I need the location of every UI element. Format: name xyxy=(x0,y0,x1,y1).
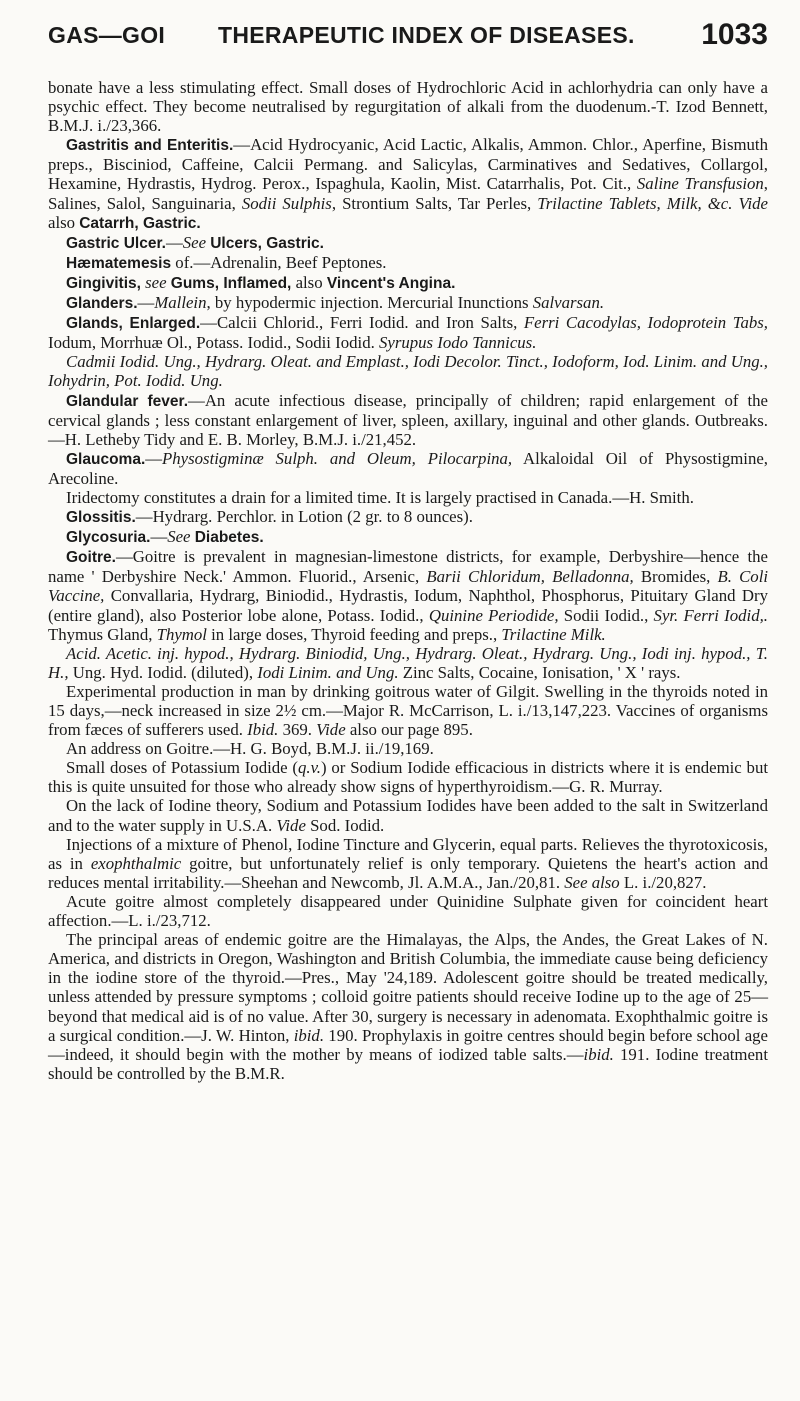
entry-term: Hæmatemesis xyxy=(66,254,172,272)
entry-text: , Salines, Salol, Sanguinaria, xyxy=(48,174,768,213)
entry-term: Glycosuria. xyxy=(66,529,151,547)
italic-text: ibid. xyxy=(583,1044,614,1064)
index-entry xyxy=(48,547,768,643)
italic-text: Syr. Ferri Iodid,. xyxy=(653,605,768,625)
page-number: 1033 xyxy=(701,18,768,51)
entry-term: Ulcers, Gastric. xyxy=(210,234,324,252)
entry-text: of.—Adrenalin, Beef Peptones. xyxy=(171,252,387,272)
italic-text: Ibid. xyxy=(247,720,279,740)
entry-text: On the lack of Iodine theory, Sodium and Potassium Iodides have been added to the salt in Switzerland and to the water supply in U.S.A. xyxy=(48,796,768,835)
index-entry xyxy=(48,449,768,488)
index-entry xyxy=(48,253,768,273)
entry-term: Goitre. xyxy=(66,549,116,567)
italic-text: Thymol xyxy=(156,624,207,644)
entry-text: 191. Iodine treatment should be controlled by the B.M.R. xyxy=(48,1044,768,1083)
italic-text: B. Coli Vaccine, xyxy=(48,567,769,606)
entry-text: Injections of a mixture of Phenol, Iodine Tincture and Glycerin, equal parts. Relieves the thyrotoxicosis, as in xyxy=(48,834,768,873)
running-header xyxy=(48,14,768,54)
italic-text: Trilactine Tablets, Milk, &c. xyxy=(537,193,733,213)
index-entry xyxy=(48,488,768,507)
entry-text: Iridectomy constitutes a drain for a limited time. It is largely practised in Canada.—H. Smith. xyxy=(66,487,694,507)
index-entry xyxy=(48,293,768,313)
index-entry xyxy=(48,233,768,253)
entry-text: —Hydrarg. Perchlor. in Lotion (2 gr. to 8 ounces). xyxy=(135,507,473,527)
entry-text: —Acid Hydrocyanic, Acid Lactic, Alkalis, Ammon. Chlor., Aperfine, Bismuth preps., Bisciniod, Caffeine, Calcii Permang. and Salicylas, Carminatives and Sedatives, Collargol, Hexamine, Hydrastis, Hydrog. Perox., Ispaghula, Kaolin, Mist. Catarrhalis, Pot. Cit., xyxy=(48,135,768,194)
italic-text: Quinine Periodide, xyxy=(428,605,559,625)
entry-text: Convallaria, Hydrarg, Biniodid., Hydrastis, Iodum, Naphthol, Phosphorus, Pituitary Gland Dry (entire gland), also Posterior lobe alone, Potass. Iodid., xyxy=(48,586,768,625)
header-title: THERAPEUTIC INDEX OF DISEASES. xyxy=(218,22,635,48)
index-entry xyxy=(48,352,768,390)
italic-text: Salvarsan. xyxy=(532,293,605,313)
entry-term: Gingivitis, xyxy=(66,274,141,292)
entry-term: Glandular fever. xyxy=(66,392,189,410)
index-entry xyxy=(48,739,768,758)
index-body xyxy=(48,78,768,1083)
index-entry xyxy=(48,78,768,135)
entry-text: Sodii Iodid., xyxy=(558,605,654,625)
entry-text: 190. Prophylaxis in goitre centres should begin before school age—indeed, it should begin with the mother by means of iodized table salts.— xyxy=(48,1025,768,1064)
index-entry xyxy=(48,796,768,834)
index-entry xyxy=(48,930,768,1083)
entry-text: —An acute infectious disease, principally of children; rapid enlargement of the cervical glands ; less constant enlargement of liver, spleen, axillary, inguinal and other glands. Outbreaks.—H. Letheby Tidy and E. B. Morley, B.M.J. i./21,452. xyxy=(48,390,768,449)
italic-text: Sodii Sulphis xyxy=(241,193,332,213)
italic-text: Syrupus Iodo Tannicus. xyxy=(378,333,537,353)
italic-text: see xyxy=(145,272,167,292)
entry-text: Sod. Iodid. xyxy=(305,815,385,835)
entry-text: Small doses of Potassium Iodide ( xyxy=(66,758,299,778)
italic-text: See also xyxy=(564,872,620,892)
italic-text: Saline Transfusion xyxy=(636,174,764,194)
entry-term: Diabetes. xyxy=(194,529,264,547)
italic-text: Cadmii Iodid. Ung., Hydrarg. Oleat. and Emplast., Iodi Decolor. Tinct., Iodoform, Iod. Linim. and Ung., Iohydrin, Pot. Iodid. Ung. xyxy=(48,352,768,391)
entry-text: bonate have a less stimulating effect. Small doses of Hydrochloric Acid in achlorhydria can only have a psychic effect. They become neutralised by regurgitation of alkali from the duodenum.-T. Izod Bennett, B.M.J. i./23,366. xyxy=(48,78,768,136)
entry-term: Gastritis and Enteritis. xyxy=(66,137,234,155)
entry-text: also our page 895. xyxy=(345,720,473,740)
entry-term: Glanders. xyxy=(66,295,138,313)
index-entry xyxy=(48,835,768,892)
entry-text: —Calcii Chlorid., Ferri Iodid. and Iron Salts, xyxy=(200,313,524,333)
italic-text: Iodi Linim. and Ung. xyxy=(257,662,399,682)
entry-text: 369. xyxy=(278,720,317,740)
entry-text: L. i./20,827. xyxy=(619,872,707,892)
index-entry xyxy=(48,644,768,682)
index-entry xyxy=(48,313,768,352)
italic-text: q.v. xyxy=(298,758,321,778)
index-entry xyxy=(48,892,768,930)
index-entry xyxy=(48,527,768,547)
entry-text: ) or Sodium Iodide efficacious in districts where it is endemic but this is quite unsuited for those who already show signs of hyperthyroidism.—G. R. Murray. xyxy=(48,758,768,797)
italic-text: Barii Chloridum, Belladonna, xyxy=(426,567,634,587)
entry-text: Zinc Salts, Cocaine, Ionisation, ' X ' rays. xyxy=(398,662,681,682)
entry-text: goitre, but unfortunately relief is only temporary. Quietens the heart's action and reduces mental irritability.—Sheehan and Newcomb, Jl. A.M.A., Jan./20,81. xyxy=(48,853,768,892)
entry-text: , Strontium Salts, Tar Perles, xyxy=(331,193,538,213)
entry-text: — xyxy=(145,448,163,468)
entry-text: Bromides, xyxy=(633,567,718,587)
entry-text: Thymus Gland, xyxy=(48,624,157,644)
entry-text: also xyxy=(291,272,327,292)
entry-term: Gums, Inflamed, xyxy=(170,274,292,292)
italic-text: Vide xyxy=(738,193,768,213)
index-entry xyxy=(48,135,768,232)
index-entry xyxy=(48,758,768,796)
entry-term: Glands, Enlarged. xyxy=(66,315,201,333)
entry-text: An address on Goitre.—H. G. Boyd, B.M.J. ii./19,169. xyxy=(66,739,434,759)
index-entry xyxy=(48,391,768,449)
entry-text: — xyxy=(150,527,168,547)
entry-term: Gastric Ulcer. xyxy=(66,234,166,252)
entry-term: Glossitis. xyxy=(66,509,136,527)
entry-term: Catarrh, Gastric. xyxy=(79,214,201,232)
italic-text: Trilactine Milk. xyxy=(501,624,606,644)
entry-text: The principal areas of endemic goitre are the Himalayas, the Alps, the Andes, the Great Lakes of N. America, and districts in Oregon, Washington and British Columbia, the immediate cause being deficiency in the iodine store of the thyroid.—Pres., May '24,189. Adolescent goitre should be treated medically, unless attended by pressure symptoms ; colloid goitre patients should receive Iodine up to the age of 25—beyond that medical aid is of no value. After 30, surgery is necessary in adenomata. Exophthalmic goitre is a surgical condition.—J. W. Hinton, xyxy=(48,930,768,1045)
entry-text: Acute goitre almost completely disappeared under Quinidine Sulphate given for coincident heart affection.—L. i./23,712. xyxy=(48,891,768,931)
entry-text: , by hypodermic injection. Mercurial Inunctions xyxy=(206,293,533,313)
entry-text: Ung. Hyd. Iodid. (diluted), xyxy=(68,662,258,682)
italic-text: Ferri Cacodylas, Iodoprotein Tabs, xyxy=(523,313,768,333)
index-entry xyxy=(48,507,768,527)
entry-text: — xyxy=(165,232,183,252)
entry-text: Iodum, Morrhuæ Ol., Potass. Iodid., Sodii Iodid. xyxy=(48,333,379,353)
italic-text: ibid. xyxy=(293,1025,325,1045)
entry-text: Alkaloidal Oil of Physostigmine, Arecoline. xyxy=(48,448,768,488)
entry-text: — xyxy=(137,293,155,313)
entry-text: —Goitre is prevalent in magnesian-limestone districts, for example, Derbyshire—hence the name ' Derbyshire Neck.' Ammon. Fluorid., Arsenic, xyxy=(48,547,768,587)
italic-text: Vide xyxy=(316,720,346,740)
italic-text: Mallein xyxy=(154,293,207,313)
italic-text: Vide xyxy=(276,815,306,835)
italic-text: Acid. Acetic. inj. hypod., Hydrarg. Biniodid, Ung., Hydrarg. Oleat., Hydrarg. Ung., Iodi inj. hypod., T. H., xyxy=(48,643,768,682)
italic-text: See xyxy=(167,527,191,547)
header-section-range: GAS—GOI xyxy=(48,22,166,48)
entry-term: Glaucoma. xyxy=(66,450,146,468)
index-entry xyxy=(48,682,768,739)
italic-text: Physostigminæ Sulph. and Oleum, Pilocarpina, xyxy=(162,448,513,468)
entry-term: Vincent's Angina. xyxy=(326,274,456,292)
index-entry xyxy=(48,273,768,293)
entry-text: in large doses, Thyroid feeding and preps., xyxy=(206,624,502,644)
italic-text: See xyxy=(182,232,207,252)
entry-text: also xyxy=(48,212,80,232)
entry-text: Experimental production in man by drinking goitrous water of Gilgit. Swelling in the thyroids noted in 15 days,—neck increased in size 2½ cm.—Major R. McCarrison, L. i./13,147,223. Vaccines of organisms from fæces of sufferers used. xyxy=(48,681,768,740)
italic-text: exophthalmic xyxy=(90,853,182,873)
